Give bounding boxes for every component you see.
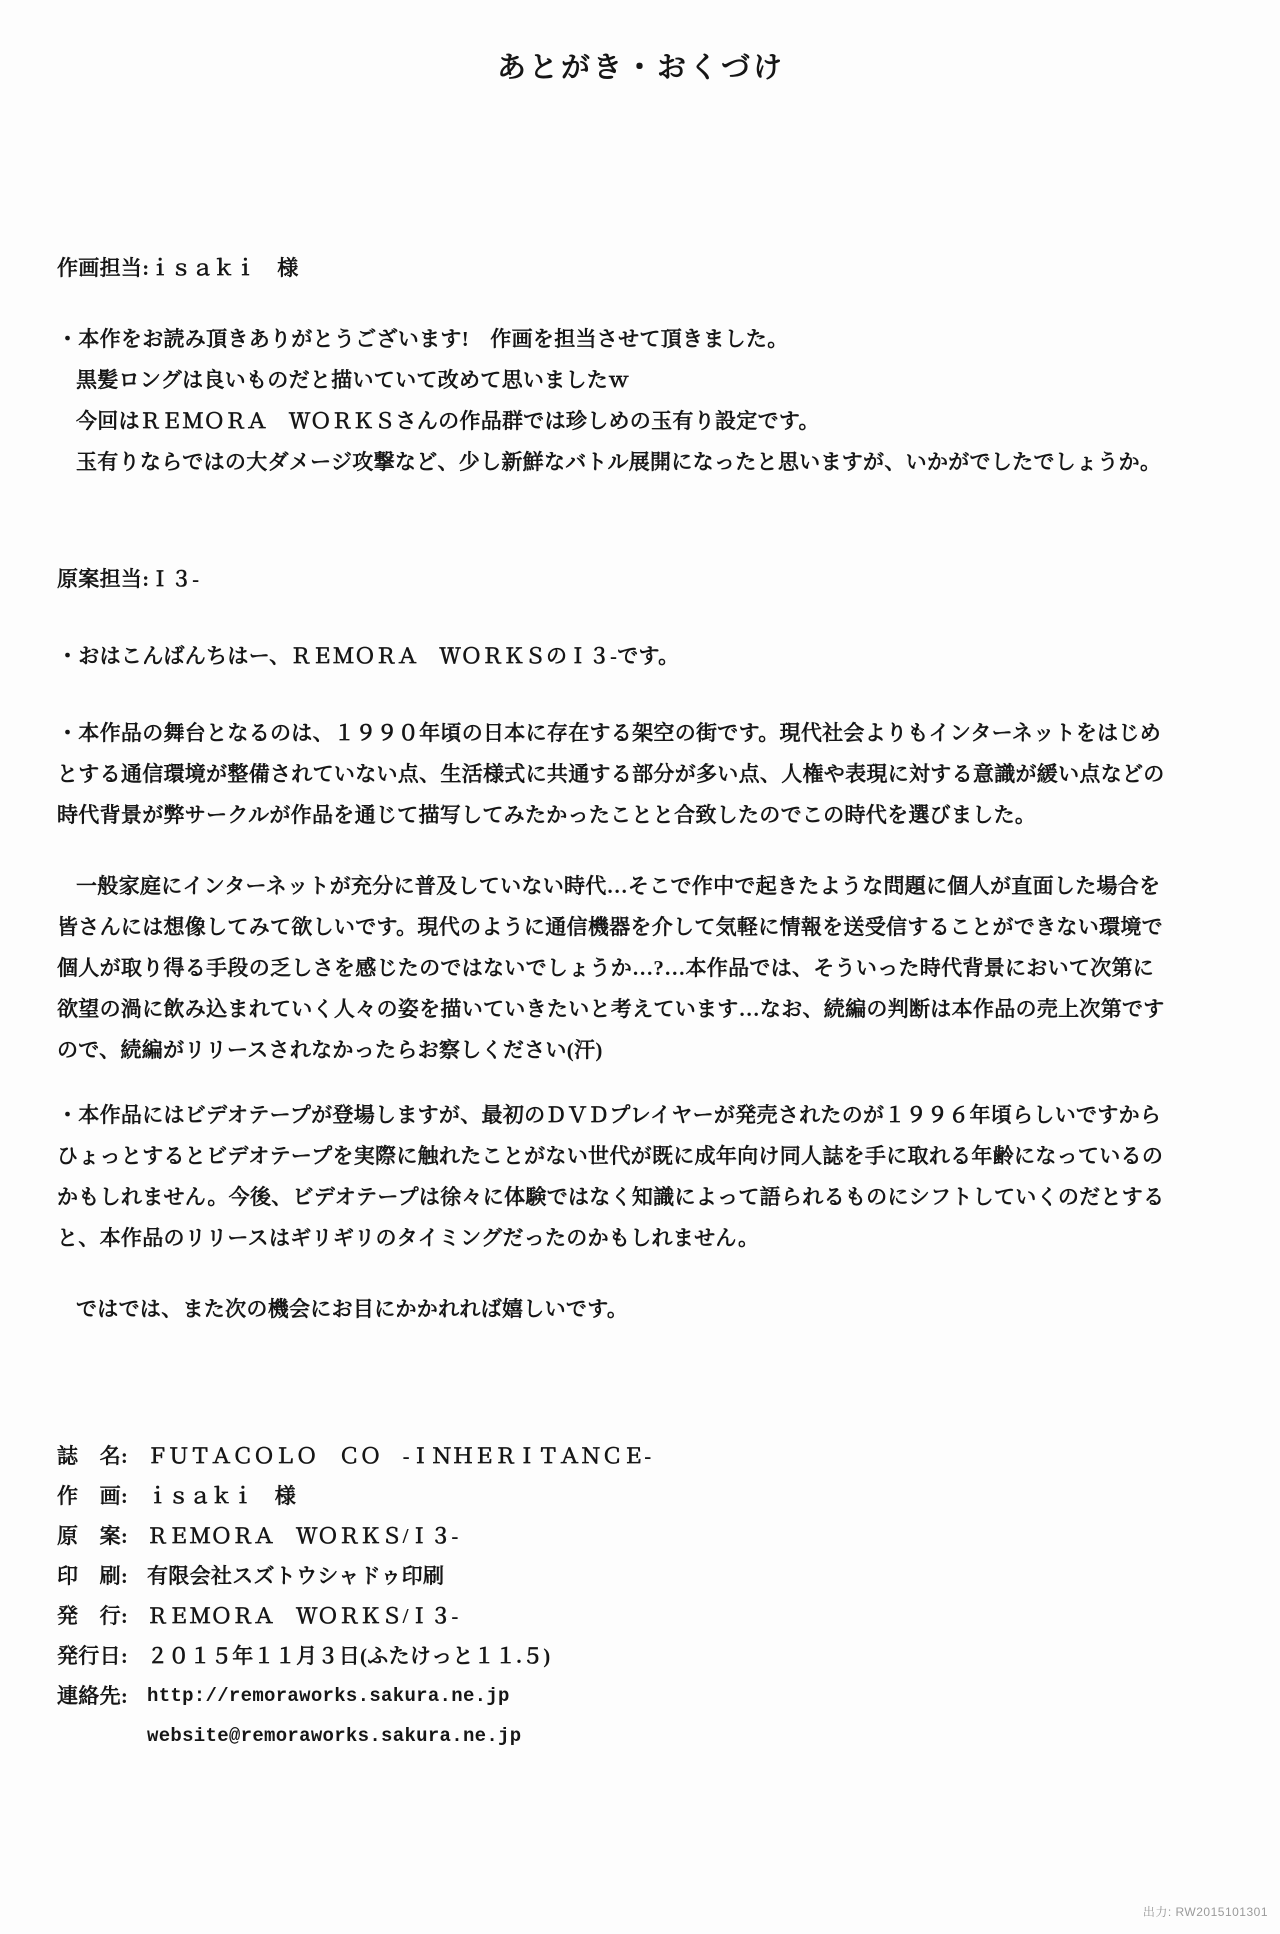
colophon-label: 発行日: bbox=[57, 1644, 129, 1668]
colophon-row bbox=[57, 1556, 1225, 1596]
paragraph-line: ・本作をお読み頂きありがとうございます! 作画を担当させて頂きました。 bbox=[57, 327, 789, 351]
artist-credit-heading: 作画担当:ｉｓａｋｉ 様 bbox=[57, 256, 299, 280]
colophon-label: 誌 名: bbox=[57, 1444, 129, 1468]
colophon-value: ＲＥＭＯＲＡ ＷＯＲＫＳ/Ｉ３- bbox=[147, 1524, 459, 1548]
colophon-row bbox=[57, 1516, 1225, 1556]
closing-line: ではでは、また次の機会にお目にかかれれば嬉しいです。 bbox=[76, 1297, 629, 1321]
contact-url: http://remoraworks.sakura.ne.jp bbox=[147, 1685, 510, 1707]
paragraph-line: と、本作品のリリースはギリギリのタイミングだったのかもしれません。 bbox=[57, 1226, 760, 1250]
colophon bbox=[57, 1436, 1225, 1756]
greeting-line: ・おはこんばんちはー、ＲＥＭＯＲＡ ＷＯＲＫＳのＩ３-です。 bbox=[57, 644, 680, 668]
colophon-label: 印 刷: bbox=[57, 1564, 129, 1588]
paragraph-line: ・本作品の舞台となるのは、１９９０年頃の日本に存在する架空の街です。現代社会よりもインターネットをはじめ bbox=[57, 721, 1162, 745]
colophon-label: 原 案: bbox=[57, 1524, 129, 1548]
colophon-value: ＦＵＴＡＣＯＬＯ ＣＯ -ＩＮＨＥＲＩＴＡＮＣＥ- bbox=[147, 1444, 652, 1468]
colophon-label: 作 画: bbox=[57, 1484, 129, 1508]
writer-credit-heading: 原案担当:Ｉ３- bbox=[57, 567, 200, 591]
colophon-row bbox=[57, 1676, 1225, 1716]
artist-paragraph bbox=[57, 319, 1225, 483]
paragraph-line: 今回はＲＥＭＯＲＡ ＷＯＲＫＳさんの作品群では珍しめの玉有り設定です。 bbox=[76, 409, 820, 433]
output-code: 出力: RW2015101301 bbox=[1142, 1905, 1268, 1919]
colophon-row bbox=[57, 1596, 1225, 1636]
paragraph-line: 黒髪ロングは良いものだと描いていて改めて思いましたｗ bbox=[76, 368, 630, 392]
paragraph-line: 皆さんには想像してみて欲しいです。現代のように通信機器を介して気軽に情報を送受信することができない環境で bbox=[57, 915, 1163, 939]
paragraph-line: ひょっとするとビデオテープを実際に触れたことがない世代が既に成年向け同人誌を手に取れる年齢になっているの bbox=[57, 1144, 1164, 1168]
paragraph-line: ・本作品にはビデオテープが登場しますが、最初のＤＶＤプレイヤーが発売されたのが１９９６年頃らしいですから bbox=[57, 1103, 1162, 1127]
paragraph-line: 玉有りならではの大ダメージ攻撃など、少し新鮮なバトル展開になったと思いますが、いかがでしたでしょうか。 bbox=[76, 450, 1162, 474]
paragraph-line: ので、続編がリリースされなかったらお察しください(汗) bbox=[57, 1038, 603, 1062]
paragraph-line: 欲望の渦に飲み込まれていく人々の姿を描いていきたいと考えています…なお、続編の判断は本作品の売上次第です bbox=[57, 997, 1165, 1021]
colophon-value: ２０１５年１１月３日(ふたけっと１１.５) bbox=[147, 1644, 551, 1668]
paragraph-line: とする通信環境が整備されていない点、生活様式に共通する部分が多い点、人権や表現に対する意識が緩い点などの bbox=[57, 762, 1165, 786]
colophon-value: ＲＥＭＯＲＡ ＷＯＲＫＳ/Ｉ３- bbox=[147, 1604, 459, 1628]
contact-email: website@remoraworks.sakura.ne.jp bbox=[147, 1725, 522, 1747]
colophon-value: 有限会社スズトウシャドゥ印刷 bbox=[147, 1564, 445, 1588]
paragraph-line: 一般家庭にインターネットが充分に普及していない時代…そこで作中で起きたような問題に個人が直面した場合を bbox=[76, 874, 1161, 898]
colophon-row bbox=[57, 1636, 1225, 1676]
paragraph-setting bbox=[57, 713, 1225, 836]
colophon-row bbox=[57, 1716, 1225, 1756]
colophon-label: 連絡先: bbox=[57, 1684, 129, 1708]
colophon-row bbox=[57, 1436, 1225, 1476]
colophon-label: 発 行: bbox=[57, 1604, 129, 1628]
paragraph-era bbox=[57, 866, 1225, 1071]
page-title: あとがき・おくづけ bbox=[496, 52, 785, 84]
colophon-row bbox=[57, 1476, 1225, 1516]
colophon-value: ｉｓａｋｉ 様 bbox=[147, 1484, 297, 1508]
paragraph-video bbox=[57, 1095, 1225, 1259]
paragraph-line: かもしれません。今後、ビデオテープは徐々に体験ではなく知識によって語られるものにシフトしていくのだとする bbox=[57, 1185, 1165, 1209]
paragraph-line: 時代背景が弊サークルが作品を通じて描写してみたかったことと合致したのでこの時代を選びました。 bbox=[57, 803, 1037, 827]
colophon-label bbox=[57, 1716, 147, 1756]
paragraph-line: 個人が取り得る手段の乏しさを感じたのではないでしょうか…?…本作品では、そういった時代背景において次第に bbox=[57, 956, 1155, 980]
